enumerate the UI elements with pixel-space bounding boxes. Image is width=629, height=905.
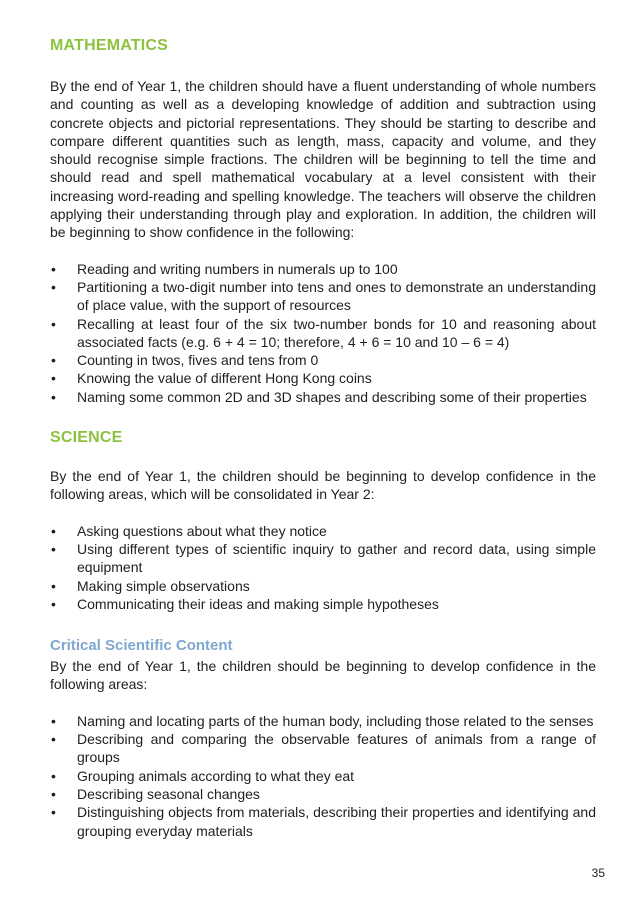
list-item: • Counting in twos, fives and tens from 0 (51, 352, 319, 369)
mathematics-heading: MATHEMATICS (50, 37, 169, 54)
list-item: • Describing seasonal changes (51, 785, 260, 802)
mathematics-list (50, 260, 596, 406)
page-number: 35 (591, 866, 605, 880)
bullet-icon: • (51, 577, 56, 594)
science-heading: SCIENCE (50, 429, 123, 447)
bullet-icon: • (51, 785, 56, 802)
list-item: • Naming some common 2D and 3D shapes and describing some of their properties (51, 388, 587, 405)
list-item: • Reading and writing numbers in numerals up to 100 (51, 260, 398, 277)
bullet-icon: • (51, 315, 56, 332)
list-item: • Grouping animals according to what they eat (51, 767, 355, 784)
critical-content-heading: Critical Scientific Content (50, 637, 233, 655)
bullet-icon: • (51, 767, 56, 784)
list-item: • Recalling at least four of the six two-number bonds for 10 and reasoning about associated facts (e.g. 6 + 4 = 10; therefore, 4 + 6 = 10 and 10 – 6 = 4) (51, 315, 596, 350)
science-intro: By the end of Year 1, the children should be beginning to develop confidence in the following areas, which will be consolidated in Year 2: (50, 468, 596, 503)
bullet-icon: • (51, 370, 56, 387)
bullet-icon: • (51, 352, 56, 369)
list-item: • Asking questions about what they notice (51, 522, 327, 539)
critical-content-intro: By the end of Year 1, the children should be beginning to develop confidence in the following areas: (50, 658, 596, 693)
bullet-icon: • (51, 522, 56, 539)
bullet-icon: • (51, 731, 56, 748)
list-item: • Describing and comparing the observable features of animals from a range of groups (51, 731, 596, 766)
list-item: • Distinguishing objects from materials, describing their properties and identifying and grouping everyday materials (51, 804, 596, 839)
page-content (50, 36, 596, 840)
bullet-icon: • (51, 804, 56, 821)
bullet-icon: • (51, 595, 56, 612)
list-item: • Using different types of scientific inquiry to gather and record data, using simple equipment (51, 540, 596, 576)
bullet-icon: • (51, 278, 56, 295)
list-item: • Making simple observations (51, 577, 250, 594)
bullet-icon: • (51, 260, 56, 277)
list-item: • Communicating their ideas and making simple hypotheses (51, 595, 439, 612)
critical-content-list (50, 712, 596, 840)
bullet-icon: • (51, 540, 56, 557)
mathematics-intro: By the end of Year 1, the children should have a fluent understanding of whole numbers and counting as well as a developing knowledge of addition and subtraction using concrete objects and pictorial representations. They should be starting to describe and compare different quantities such as length, mass, capacity and volume, and they should recognise simple fractions. The children will be beginning to tell the time and should read and spell mathematical vocabulary at a level consistent with their increasing word-reading and spelling knowledge. The teachers will observe the children applying their understanding through play and exploration. In addition, the children will be beginning to show confidence in the following: (50, 78, 596, 241)
science-list (50, 522, 596, 613)
bullet-icon: • (51, 388, 56, 405)
list-item: • Knowing the value of different Hong Kong coins (51, 370, 372, 387)
list-item: • Naming and locating parts of the human body, including those related to the senses (51, 712, 594, 729)
bullet-icon: • (51, 712, 56, 729)
list-item: • Partitioning a two-digit number into tens and ones to demonstrate an understanding of place value, with the support of resources (51, 278, 596, 314)
